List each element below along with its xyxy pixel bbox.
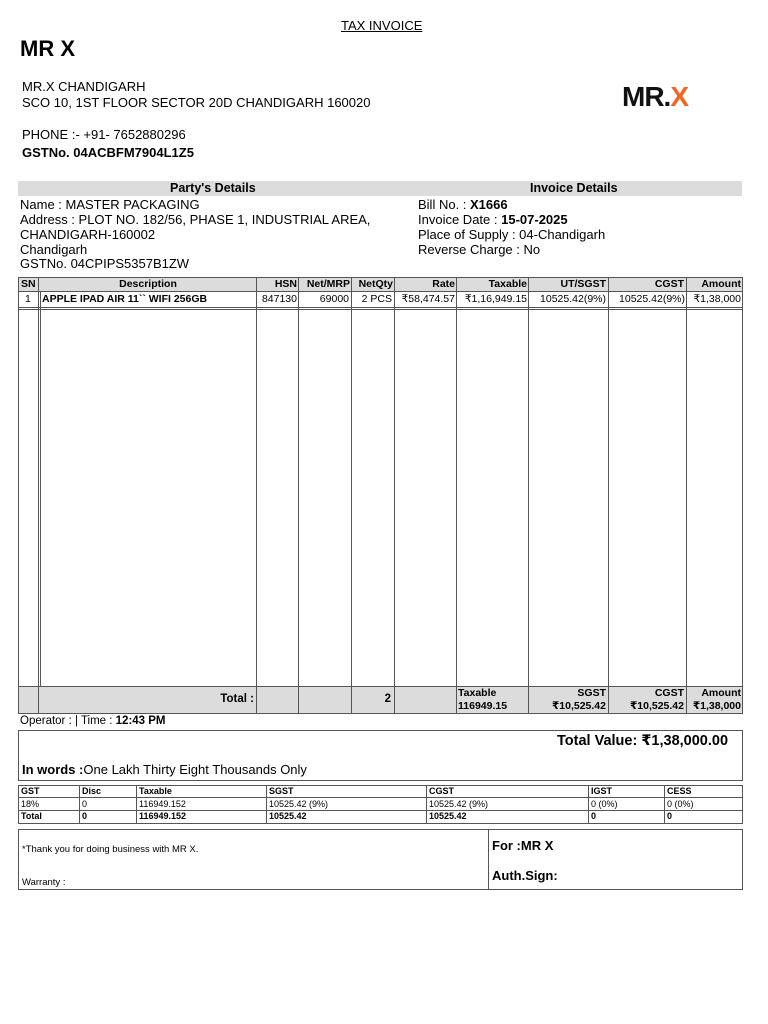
gst-sgst: 10525.42 (9%) <box>269 799 329 809</box>
date-label: Invoice Date : <box>418 212 502 227</box>
gst-disc: 0 <box>82 799 88 809</box>
bill-value: X1666 <box>470 197 508 212</box>
gst-cess: 0 (0%) <box>667 799 694 809</box>
col-header-description: Description <box>119 278 177 290</box>
gst-total-cess: 0 <box>667 811 673 821</box>
party-name: Name : MASTER PACKAGING <box>20 197 200 212</box>
gst-total-igst: 0 <box>591 811 597 821</box>
gst-total-label: Total <box>21 811 42 821</box>
foot-amount-label: Amount <box>701 687 741 699</box>
foot-sgst-value: ₹10,525.42 <box>551 700 606 712</box>
date-value: 15-07-2025 <box>501 212 568 227</box>
company-logo <box>622 82 688 112</box>
doc-title: TAX INVOICE <box>341 18 423 33</box>
words-label: In words : <box>22 762 84 777</box>
items-table <box>18 277 743 714</box>
gst-col-cgst: CGST <box>429 786 455 796</box>
party-address-3: Chandigarh <box>20 242 88 257</box>
total-qty: 2 <box>384 693 391 705</box>
total-value: Total Value: ₹1,38,000.00 <box>557 733 729 749</box>
total-label: Total : <box>220 693 254 705</box>
company-branch: MR.X CHANDIGARH <box>22 79 146 94</box>
item-sgst: 10525.42(9%) <box>540 293 606 305</box>
invoice-date <box>418 212 568 227</box>
bill-number <box>418 197 508 212</box>
gst-cgst: 10525.42 (9%) <box>429 799 489 809</box>
party-details-heading: Party's Details <box>170 181 256 195</box>
words-value: One Lakh Thirty Eight Thousands Only <box>83 762 307 777</box>
logo-x-text: X <box>670 81 689 112</box>
place-of-supply: Place of Supply : 04-Chandigarh <box>418 227 606 242</box>
gst-table <box>18 785 743 824</box>
company-gstin: GSTNo. 04ACBFM7904L1Z5 <box>22 145 194 160</box>
foot-cgst-label: CGST <box>654 687 684 699</box>
gst-taxable: 116949.152 <box>139 799 186 809</box>
item-net-qty: 2 PCS <box>361 293 392 305</box>
item-taxable: ₹1,16,949.15 <box>464 293 527 305</box>
foot-cgst-value: ₹10,525.42 <box>629 700 684 712</box>
reverse-charge: Reverse Charge : No <box>418 242 541 257</box>
gst-col-igst: IGST <box>591 786 613 796</box>
gst-col-gst: GST <box>21 786 40 796</box>
warranty-label: Warranty : <box>22 877 66 888</box>
col-header-taxable: Taxable <box>488 278 527 290</box>
foot-taxable-label: Taxable <box>458 687 497 699</box>
item-net-mrp: 69000 <box>319 293 349 305</box>
party-address-1: Address : PLOT NO. 182/56, PHASE 1, INDUSTRIAL AREA, <box>20 212 371 227</box>
gst-total-taxable: 116949.152 <box>139 811 187 821</box>
gst-col-sgst: SGST <box>269 786 294 796</box>
operator-label: Operator : | Time : <box>20 715 116 727</box>
party-gstin: GSTNo. 04CPIPS5357B1ZW <box>20 256 190 271</box>
logo-mr-text: MR. <box>622 81 671 112</box>
details-header-bar <box>18 181 742 196</box>
col-header-ut-sgst: UT/SGST <box>560 278 606 290</box>
amount-in-words <box>22 762 307 777</box>
thanks-note: *Thank you for doing business with MR X. <box>22 844 199 855</box>
invoice-details-heading: Invoice Details <box>530 181 618 195</box>
bill-label: Bill No. : <box>418 197 471 212</box>
for-company: For :MR X <box>492 838 554 853</box>
auth-sign: Auth.Sign: <box>492 868 558 883</box>
gst-igst: 0 (0%) <box>591 799 618 809</box>
foot-taxable-value: 116949.15 <box>458 700 508 712</box>
foot-sgst-label: SGST <box>577 687 606 699</box>
gst-total-cgst: 10525.42 <box>429 811 467 821</box>
gst-col-cess: CESS <box>667 786 692 796</box>
company-phone: PHONE :- +91- 7652880296 <box>22 127 186 142</box>
company-address: SCO 10, 1ST FLOOR SECTOR 20D CHANDIGARH 160020 <box>22 95 371 110</box>
item-description: APPLE IPAD AIR 11`` WIFI 256GB <box>42 293 208 305</box>
item-amount: ₹1,38,000 <box>693 293 741 305</box>
col-header-net-mrp: Net/MRP <box>306 278 350 290</box>
item-rate: ₹58,474.57 <box>401 293 455 305</box>
gst-total-disc: 0 <box>82 811 88 821</box>
gst-rate: 18% <box>21 799 40 809</box>
gst-col-disc: Disc <box>82 786 102 796</box>
item-sn: 1 <box>25 293 31 305</box>
foot-amount-value: ₹1,38,000 <box>692 700 741 712</box>
party-address-2: CHANDIGARH-160002 <box>20 227 156 242</box>
col-header-amount: Amount <box>701 278 741 290</box>
col-header-sn: SN <box>21 278 36 290</box>
col-header-net-qty: NetQty <box>358 278 393 290</box>
col-header-rate: Rate <box>432 278 455 290</box>
col-header-cgst: CGST <box>654 278 684 290</box>
gst-col-taxable: Taxable <box>139 786 172 796</box>
operator-time: 12:43 PM <box>115 715 166 727</box>
item-cgst: 10525.42(9%) <box>619 293 685 305</box>
col-header-hsn: HSN <box>274 278 297 290</box>
gst-total-sgst: 10525.42 <box>269 811 307 821</box>
item-hsn: 847130 <box>261 293 297 305</box>
company-name: MR X <box>20 36 75 61</box>
operator-line <box>20 715 166 727</box>
footer-box <box>18 829 743 890</box>
